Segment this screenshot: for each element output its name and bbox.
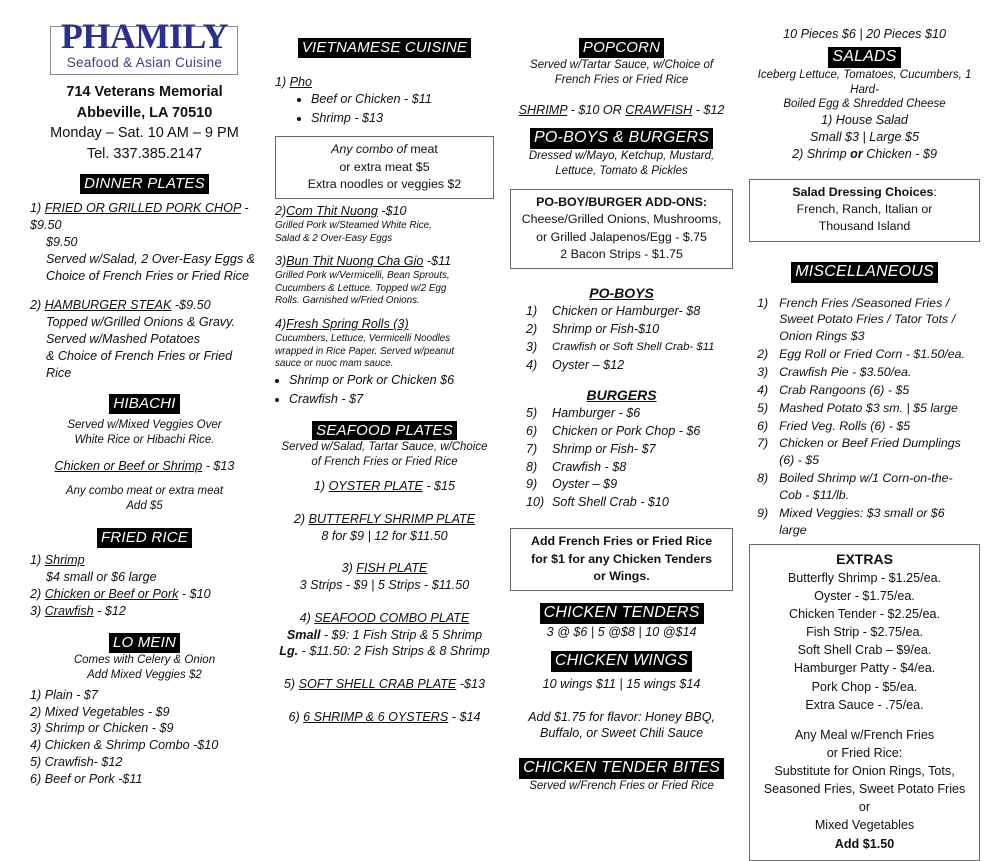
size-label-small: Small <box>286 627 321 642</box>
dinner-plate-item <box>30 200 259 285</box>
item-price: - $12 <box>97 603 126 618</box>
list-item: Oyster - $1.75/ea. <box>814 588 915 603</box>
item-description: & Choice of French Fries or Fried Rice <box>46 348 233 381</box>
table-row: 6) Fried Veg. Rolls (6) - $5 <box>757 418 911 433</box>
item-description: Salad & 2 Over-Easy Eggs <box>274 232 393 244</box>
item-name: FRIED OR GRILLED PORK CHOP <box>44 201 241 216</box>
table-row: 9) Oyster – $9 <box>526 477 618 492</box>
seafood-subtitle: Served w/Salad, Tartar Sauce, w/Choice <box>281 441 488 454</box>
item-name: Pho <box>289 74 313 89</box>
table-row: 3) Crawfish or Soft Shell Crab- $11 <box>526 340 715 355</box>
item-description: Served w/Mashed Potatoes <box>46 331 201 346</box>
table-row: 2) Egg Roll or Fried Corn - $1.50/ea. <box>757 347 966 362</box>
popcorn-prices: SHRIMP - $10 OR CRAWFISH - $12 <box>518 102 725 117</box>
section-po-boys-burgers-heading: PO-BOYS & BURGERS <box>510 128 733 149</box>
list-item: • Crawfish - $7 <box>289 390 494 409</box>
item-price: -$10 <box>381 204 407 219</box>
po-boy-addons-callout: PO-BOY/BURGER ADD-ONS: Cheese/Grilled Onions, Mushrooms, or Grilled Jalapenos/Egg - $.75 2 Bacon Strips - $1.75 <box>510 189 733 269</box>
item-number: 2) <box>30 586 42 601</box>
address-line-1: 714 Veterans Memorial <box>66 84 223 101</box>
hibachi-note: Any combo meat or extra meat <box>65 485 224 498</box>
lo-mein-subtitle: Comes with Celery & Onion <box>73 654 216 667</box>
item-name: Bun Thit Nuong Cha Gio <box>286 254 424 269</box>
extras-note: Substitute for Onion Rings, Tots, <box>774 764 955 779</box>
item-description: wrapped in Rice Paper. Served w/peanut <box>274 345 455 357</box>
list-item: 4) Chicken & Shrimp Combo -$10 <box>30 738 219 753</box>
item-description: Cucumbers, Lettuce, Vermicelli Noodles <box>274 332 451 344</box>
extras-note: or Fried Rice: <box>826 745 903 760</box>
item-number: 1) <box>30 553 42 568</box>
item-name: Shrimp <box>44 553 85 568</box>
item-description: Topped w/Grilled Onions & Gravy. <box>46 314 235 329</box>
item-price: - $10 <box>181 586 211 601</box>
item-description: sauce or nuoc mam sauce. <box>274 358 394 370</box>
section-hibachi-heading: HIBACHI <box>30 394 259 414</box>
section-salads-heading: SALADS <box>749 47 980 68</box>
restaurant-contact-block <box>30 82 259 164</box>
spring-roll-options <box>275 371 494 409</box>
po-boys-subtitle: Lettuce, Tomato & Pickles <box>555 165 688 178</box>
section-fried-rice-heading: FRIED RICE <box>30 528 259 548</box>
vietnamese-item <box>275 253 494 308</box>
menu-column-3 <box>502 14 741 792</box>
add-fries-callout: Add French Fries or Fried Rice for $1 for any Chicken Tenders or Wings. <box>510 528 733 591</box>
tender-bites-subtitle: Served w/French Fries or Fried Rice <box>529 779 714 792</box>
item-name: HAMBURGER STEAK <box>44 297 172 312</box>
list-item: 2) Mixed Vegetables - $9 <box>30 704 170 719</box>
popcorn-subtitle: French Fries or Fried Rice <box>554 73 689 86</box>
item-price: -$9.50 <box>174 297 211 312</box>
section-lo-mein-heading: LO MEIN <box>30 633 259 653</box>
item-number: 2) <box>30 297 42 312</box>
section-dinner-plates-heading: DINNER PLATES <box>30 174 259 194</box>
table-row: 8) Boiled Shrimp w/1 Corn-on-the- Cob - $11/lb. <box>757 471 953 503</box>
hibachi-note: Add $5 <box>126 500 163 513</box>
vietnamese-item <box>275 203 494 245</box>
item-number: 3) <box>30 603 42 618</box>
item-description: Grilled Pork w/Vermicelli, Bean Sprouts, <box>274 270 450 282</box>
tender-bites-prices: 10 Pieces $6 | 20 Pieces $10 <box>783 27 946 41</box>
table-row: 10) Soft Shell Crab - $10 <box>526 495 669 510</box>
table-row: 5) Hamburger - $6 <box>526 405 641 420</box>
item-price: 3 Strips - $9 | 5 Strips - $11.50 <box>299 578 470 593</box>
address-line-2: Abbeville, LA 70510 <box>76 104 213 121</box>
section-burgers-heading: BURGERS <box>586 386 657 403</box>
item-name: Fresh Spring Rolls (3) <box>286 317 409 332</box>
table-row: 1) Chicken or Hamburger- $8 <box>526 304 701 319</box>
item-number: 4) <box>274 317 287 332</box>
seafood-plate-item: 4) SEAFOOD COMBO PLATE <box>299 610 470 625</box>
item-price: - $9.50 <box>30 201 249 232</box>
item-number: 1) <box>30 201 42 216</box>
table-row: 2) Shrimp or Fish-$10 <box>526 322 660 337</box>
seafood-plate-item: 3) FISH PLATE <box>341 561 428 576</box>
table-row: 4) Crab Rangoons (6) - $5 <box>757 382 910 397</box>
restaurant-logo <box>50 16 238 75</box>
item-description: Rolls. Garnished w/Fried Onions. <box>274 295 420 307</box>
chicken-tenders-prices: 3 @ $6 | 5 @$8 | 10 @$14 <box>546 625 697 640</box>
po-boys-subtitle: Dressed w/Mayo, Ketchup, Mustard, <box>528 150 715 163</box>
hibachi-item-price: - $13 <box>205 458 235 473</box>
list-item: Fish Strip - $2.75/ea. <box>806 625 923 640</box>
section-chicken-tender-bites-heading: CHICKEN TENDER BITES <box>510 758 733 779</box>
section-vietnamese-heading: VIETNAMESE CUISINE <box>275 38 494 58</box>
combo-meat-callout: Any combo of meat or extra meat $5 Extra noodles or veggies $2 <box>275 136 494 199</box>
table-row: 3) Crawfish Pie - $3.50/ea. <box>757 365 912 380</box>
chicken-wings-prices: 10 wings $11 | 15 wings $14 <box>542 676 701 691</box>
section-seafood-plates-heading: SEAFOOD PLATES <box>275 421 494 441</box>
item-description: Choice of French Fries or Fried Rice <box>46 268 249 283</box>
item-price-continued: $9.50 <box>46 234 78 249</box>
salads-subtitle: Iceberg Lettuce, Tomatoes, Cucumbers, 1 Hard- <box>757 68 972 96</box>
wing-flavor-note: Add $1.75 for flavor: Honey BBQ, <box>528 709 715 724</box>
wing-flavor-note: Buffalo, or Sweet Chili Sauce <box>539 726 704 741</box>
list-item: • Shrimp or Pork or Chicken $6 <box>289 371 494 390</box>
seafood-plate-item: 6) 6 SHRIMP & 6 OYSTERS - $14 <box>288 709 481 724</box>
section-popcorn-heading: POPCORN <box>510 38 733 58</box>
menu-column-1 <box>12 14 267 786</box>
list-item: Soft Shell Crab – $9/ea. <box>797 643 932 658</box>
item-price: 8 for $9 | 12 for $11.50 <box>321 528 448 543</box>
extras-note: Mixed Vegetables <box>814 818 915 833</box>
menu-column-2: VIETNAMESE CUISINE 1) Pho • Beef or Chicken - $11 • Shrimp - $13 Any combo of meat or extra meat $5 Extra noodles or veggies $2 2)Com Thit Nuong -$10 Grilled Pork w/Steamed White Rice, Salad & 2 Over-Easy Eggs 3)Bun Thit Nuong Cha Gio -$11 Grilled Pork w/Vermicelli, Bean Sprouts, Cucumbers & Lettuce. Topped w/2 Egg Rolls. Garnished w/Fried Onions. 4)Fresh Spring Rolls (3) Cucumbers, Lettuce, Vermicelli Noodles wrapped in Rice Paper. Served w/peanut sauce or nuoc mam sauce. • Shrimp or Pork or Chicken $6 • Crawfish - $7 SEAFOOD PLATES Served w/Salad, Tartar Sauce, w/Choice of French Fries or Fried Rice 1) OYSTER PLATE - $15 2) BUTTERFLY SHRIMP PLATE 8 for $9 | 12 for $11.50 3) FISH PLATE 3 Strips - $9 | 5 Strips - $11.50 4) SEAFOOD COMBO PLATE Small - $9: 1 Fish Strip & 5 Shrimp Lg. - $11.50: 2 Fish Strips & 8 Shrimp 5) SOFT SHELL CRAB PLATE -$13 6) 6 SHRIMP & 6 OYSTERS - $14 <box>267 14 502 767</box>
salad-item-price: Small $3 | Large $5 <box>810 130 920 145</box>
table-row: 4) Oyster – $12 <box>526 358 625 373</box>
list-item: • Shrimp - $13 <box>311 109 494 128</box>
seafood-subtitle: of French Fries or Fried Rice <box>311 456 458 469</box>
table-row: 8) Crawfish - $8 <box>526 459 627 474</box>
salad-item: 1) House Salad <box>821 113 908 128</box>
section-chicken-tenders-heading: CHICKEN TENDERS <box>510 603 733 624</box>
item-number: 3) <box>274 254 287 269</box>
hibachi-subtitle: Served w/Mixed Veggies Over <box>67 418 222 431</box>
item-name: Com Thit Nuong <box>286 204 378 219</box>
list-item: Hamburger Patty - $4/ea. <box>793 661 936 676</box>
section-chicken-wings-heading: CHICKEN WINGS <box>510 651 733 672</box>
lo-mein-subtitle: Add Mixed Veggies $2 <box>87 669 202 681</box>
table-row: 1) French Fries /Seasoned Fries / Sweet Potato Fries / Tator Tots / Onion Rings $3 <box>757 295 956 344</box>
item-description: Cucumbers & Lettuce. Topped w/2 Egg <box>274 282 447 294</box>
dinner-plate-item <box>30 297 259 382</box>
table-row: 7) Chicken or Beef Fried Dumplings (6) - $5 <box>757 436 961 468</box>
size-label-large: Lg. <box>279 644 299 659</box>
item-description: Served w/Salad, 2 Over-Easy Eggs & <box>46 251 256 266</box>
item-number: 2) <box>274 204 287 219</box>
seafood-plate-item: 5) SOFT SHELL CRAB PLATE -$13 <box>283 677 486 692</box>
table-row: 7) Shrimp or Fish- $7 <box>526 441 656 456</box>
pho-options <box>275 90 494 128</box>
hibachi-subtitle: White Rice or Hibachi Rice. <box>74 433 215 446</box>
salad-dressing-callout: Salad Dressing Choices: French, Ranch, Italian or Thousand Island <box>749 179 980 242</box>
item-name: Crawfish <box>44 603 94 618</box>
list-item: 5) Crawfish- $12 <box>30 754 123 769</box>
hibachi-item-name: Chicken or Beef or Shrimp <box>54 458 203 473</box>
item-name: Chicken or Beef or Pork <box>44 586 179 601</box>
table-row: 5) Mashed Potato $3 sm. | $5 large <box>757 400 958 415</box>
logo-wordmark: PHAMILY <box>60 16 229 56</box>
item-price: $4 small or $6 large <box>46 569 157 584</box>
vietnamese-item <box>275 316 494 371</box>
extras-note: Seasoned Fries, Sweet Potato Fries or <box>763 782 966 815</box>
list-item: 3) Shrimp or Chicken - $9 <box>30 721 174 736</box>
salad-item: 2) Shrimp or Chicken - $9 <box>792 146 937 161</box>
list-item: 6) Beef or Pork -$11 <box>30 771 143 786</box>
list-item: Butterfly Shrimp - $1.25/ea. <box>787 570 942 585</box>
seafood-plate-item: 1) OYSTER PLATE - $15 <box>313 479 456 494</box>
logo-tagline: Seafood & Asian Cuisine <box>66 55 223 71</box>
extras-add-price: Add $1.50 <box>834 836 895 851</box>
list-item: Extra Sauce - .75/ea. <box>805 697 924 712</box>
item-description: Grilled Pork w/Steamed White Rice, <box>274 220 432 232</box>
extras-note: Any Meal w/French Fries <box>794 727 935 742</box>
list-item: Chicken Tender - $2.25/ea. <box>789 607 941 622</box>
extras-callout: EXTRAS Butterfly Shrimp - $1.25/ea. Oyster - $1.75/ea. Chicken Tender - $2.25/ea. Fish Strip - $2.75/ea. Soft Shell Crab – $9/ea. Hamburger Patty - $4/ea. Pork Chop - $5/ea. Extra Sauce - .75/ea. Any Meal w/French Fries or Fried Rice: Substitute for Onion Rings, Tots, Seasoned Fries, Sweet Potato Fries or Mixed Vegetables Add $1.50 <box>749 544 980 861</box>
salads-subtitle: Boiled Egg & Shredded Cheese <box>783 98 946 111</box>
seafood-plate-item: 2) BUTTERFLY SHRIMP PLATE <box>293 511 476 526</box>
menu-column-4 <box>741 14 988 851</box>
item-number: 1) <box>274 74 287 89</box>
list-item: 1) Plain - $7 <box>30 687 98 702</box>
popcorn-subtitle: Served w/Tartar Sauce, w/Choice of <box>530 58 714 71</box>
table-row: 6) Chicken or Pork Chop - $6 <box>526 423 701 438</box>
section-miscellaneous-heading: MISCELLANEOUS <box>749 262 980 283</box>
hours: Monday – Sat. 10 AM – 9 PM <box>50 125 239 142</box>
list-item: • Beef or Chicken - $11 <box>311 90 494 109</box>
list-item: Pork Chop - $5/ea. <box>811 679 918 694</box>
phone: Tel. 337.385.2147 <box>86 145 203 162</box>
section-po-boys-heading: PO-BOYS <box>589 285 654 302</box>
item-price: -$11 <box>426 254 452 269</box>
table-row: 9) Mixed Veggies: $3 small or $6 large <box>757 505 945 537</box>
